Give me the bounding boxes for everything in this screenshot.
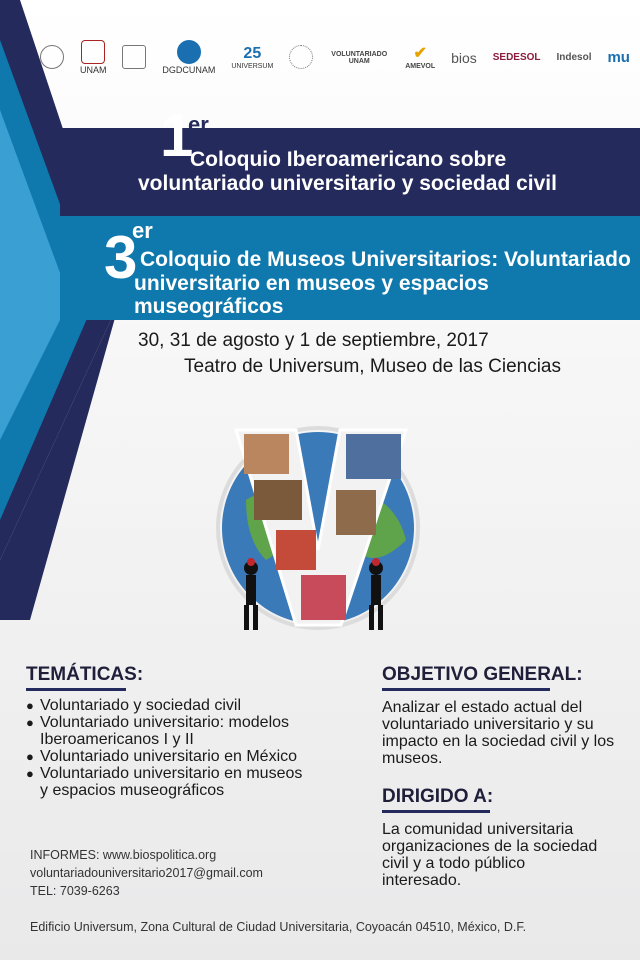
tel-line: TEL: 7039-6263	[30, 884, 120, 898]
objetivo-underline	[382, 688, 550, 691]
indesol-logo-icon: Indesol	[556, 51, 592, 63]
tematicas-heading: TEMÁTICAS:	[26, 664, 144, 685]
title2-line2: universitario en museos y espacios museográficos	[134, 272, 489, 319]
topic-item: ● Voluntariado y sociedad civil	[26, 697, 346, 714]
volunteer-globe-emblem-icon	[206, 420, 436, 640]
mu-logo-icon: mu	[607, 49, 630, 67]
contact-block	[30, 846, 263, 900]
title1-line1: Coloquio Iberoamericano sobre	[190, 148, 507, 171]
objetivo-text: Analizar el estado actual del voluntariado universitario y su impacto en la sociedad civil y los museos.	[382, 699, 615, 767]
school-crest-icon	[122, 45, 146, 71]
dirigido-section	[382, 786, 632, 889]
universum-25-logo-icon: 25 UNIVERSUM	[231, 44, 274, 70]
email-line: voluntariadouniversitario2017@gmail.com	[30, 866, 263, 880]
topic-item: ● Voluntariado universitario en México	[26, 748, 346, 765]
dirigido-underline	[382, 810, 490, 813]
title-band-2	[60, 216, 640, 320]
sedesol-logo-icon: SEDESOL	[492, 51, 541, 63]
address-line: Edificio Universum, Zona Cultural de Ciudad Universitaria, Coyoacán 04510, México, D.F.	[30, 920, 527, 934]
dirigido-heading: DIRIGIDO A:	[382, 786, 494, 807]
bios-logo-icon: bios	[451, 49, 477, 66]
voluntariado-unam-logo-icon: VOLUNTARIADO UNAM	[331, 50, 388, 65]
amevol-logo-icon: ✔ AMEVOL	[405, 44, 436, 70]
title2-suffix: er	[132, 218, 153, 243]
unam-university-logo-icon: UNAM	[80, 40, 107, 75]
title1-line2: voluntariado universitario y sociedad civil	[138, 172, 557, 195]
tematicas-underline	[26, 688, 126, 691]
tematicas-section	[26, 664, 346, 799]
unam-seal-icon	[40, 45, 64, 71]
title1-number: 1	[160, 102, 194, 169]
objetivo-section	[382, 664, 632, 767]
dirigido-text: La comunidad universitaria organizaciones de la sociedad civil y a todo público interesado.	[382, 821, 598, 889]
title2-number: 3	[104, 224, 138, 291]
tematicas-list	[26, 697, 346, 799]
objetivo-heading: OBJETIVO GENERAL:	[382, 664, 583, 685]
informes-line: INFORMES: www.biospolitica.org	[30, 848, 217, 862]
title2-line1: Coloquio de Museos Universitarios: Voluntariado	[140, 248, 631, 271]
title1-suffix: er	[188, 112, 209, 137]
dgdc-logo-icon: DGDCUNAM	[162, 40, 215, 75]
sponsor-logos-row	[40, 38, 630, 78]
event-date: 30, 31 de agosto y 1 de septiembre, 2017	[138, 330, 489, 351]
dgoae-logo-icon	[289, 45, 313, 71]
topic-item: ● Voluntariado universitario en museos y espacios museográficos	[26, 765, 310, 799]
title-band-1	[60, 102, 640, 216]
event-venue: Teatro de Universum, Museo de las Ciencias	[184, 356, 562, 377]
topic-item: ● Voluntariado universitario: modelos Iberoamericanos I y II	[26, 714, 310, 748]
